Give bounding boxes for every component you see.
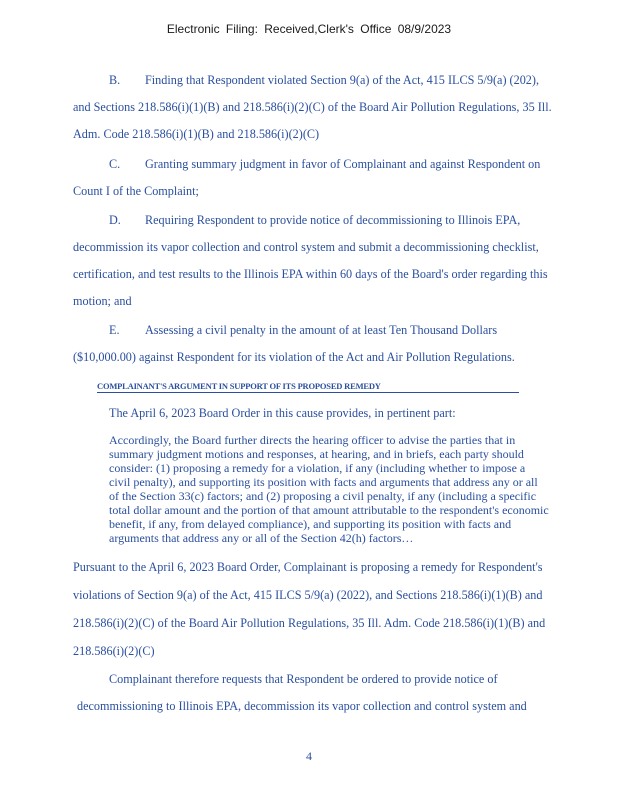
- pursuant-line-2: violations of Section 9(a) of the Act, 415 ILCS 5/9(a) (2022), and Sections 218.586(i)(1)(B) and: [73, 588, 543, 602]
- block-quote-line-1: Accordingly, the Board further directs the hearing officer to advise the parties that in: [109, 433, 516, 447]
- paragraph-d-label: D.: [109, 213, 121, 227]
- paragraph-d-line-4: motion; and: [73, 294, 132, 308]
- pursuant-line-3: 218.586(i)(2)(C) of the Board Air Pollution Regulations, 35 Ill. Adm. Code 218.586(i)(1)(B) and: [73, 616, 546, 630]
- paragraph-b-first-line: [109, 73, 539, 87]
- section-heading: COMPLAINANT'S ARGUMENT IN SUPPORT OF ITS PROPOSED REMEDY: [97, 381, 519, 393]
- pursuant-line-1: Pursuant to the April 6, 2023 Board Order, Complainant is proposing a remedy for Respondent's: [73, 560, 543, 574]
- paragraph-d-line-3: certification, and test results to the Illinois EPA within 60 days of the Board's order regarding this: [73, 267, 548, 281]
- block-quote-line-4: civil penalty), and supporting its position with facts and arguments that address any or all: [109, 475, 538, 489]
- paragraph-b-label: B.: [109, 73, 121, 87]
- pursuant-line-4: 218.586(i)(2)(C): [73, 644, 155, 658]
- paragraph-c-text: Granting summary judgment in favor of Complainant and against Respondent on: [145, 157, 541, 171]
- paragraph-d-line-2: decommission its vapor collection and control system and submit a decommissioning checklist,: [73, 240, 539, 254]
- paragraph-b-line-3: Adm. Code 218.586(i)(1)(B) and 218.586(i)(2)(C): [73, 127, 320, 141]
- page-number: 4: [306, 749, 312, 763]
- closing-line-2: decommissioning to Illinois EPA, decommission its vapor collection and control system and: [77, 699, 527, 713]
- paragraph-e-text: Assessing a civil penalty in the amount of at least Ten Thousand Dollars: [145, 323, 498, 337]
- paragraph-b-line-2: and Sections 218.586(i)(1)(B) and 218.586(i)(2)(C) of the Board Air Pollution Regulations, 35 Ill.: [73, 100, 552, 114]
- paragraph-c-first-line: [109, 157, 540, 171]
- block-quote-line-2: summary judgment motions and responses, at hearing, and in briefs, each party should: [109, 447, 524, 461]
- paragraph-e-line-2: ($10,000.00) against Respondent for its violation of the Act and Air Pollution Regulations.: [73, 350, 515, 364]
- paragraph-e-first-line: [109, 323, 497, 337]
- electronic-filing-header: Electronic Filing: Received,Clerk's Office 08/9/2023: [166, 22, 452, 36]
- block-quote-line-7: benefit, if any, from delayed compliance), and supporting its position with facts and: [109, 517, 512, 531]
- block-quote-line-6: total dollar amount and the portion of that amount attributable to the respondent's economic: [109, 503, 549, 517]
- paragraph-d-first-line: [109, 213, 520, 227]
- quote-intro: The April 6, 2023 Board Order in this cause provides, in pertinent part:: [109, 406, 456, 420]
- paragraph-c-line-2: Count I of the Complaint;: [73, 184, 199, 198]
- paragraph-c-label: C.: [109, 157, 121, 171]
- block-quote-line-3: consider: (1) proposing a remedy for a violation, if any (including whether to impose a: [109, 461, 526, 475]
- paragraph-d-text: Requiring Respondent to provide notice of decommissioning to Illinois EPA,: [145, 213, 521, 227]
- paragraph-e-label: E.: [109, 323, 120, 337]
- paragraph-b-text: Finding that Respondent violated Section 9(a) of the Act, 415 ILCS 5/9(a) (202),: [145, 73, 539, 87]
- block-quote-line-8: arguments that address any or all of the Section 42(h) factors…: [109, 531, 414, 545]
- block-quote-line-5: of the Section 33(c) factors; and (2) proposing a civil penalty, if any (including a specific: [109, 489, 537, 503]
- closing-line-1: Complainant therefore requests that Respondent be ordered to provide notice of: [109, 672, 498, 686]
